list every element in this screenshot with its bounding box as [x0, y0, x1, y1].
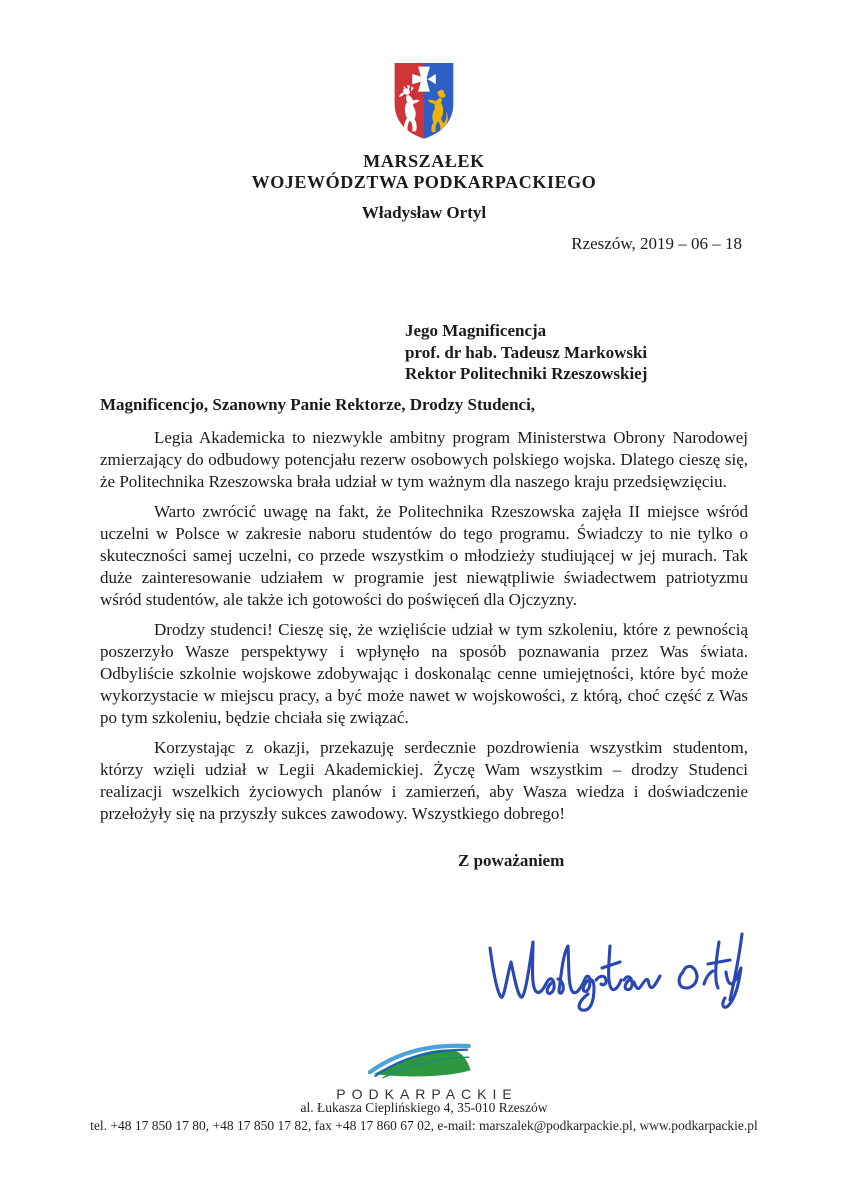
- addressee-block: [405, 320, 647, 385]
- footer-phones-email-web: tel. +48 17 850 17 80, +48 17 850 17 82, fax +48 17 860 67 02, e-mail: marszalek@podkarpackie.pl, www.podkarpackie.pl: [90, 1117, 758, 1133]
- footer-address: al. Łukasza Cieplińskiego 4, 35-010 Rzeszów: [300, 1100, 548, 1115]
- addressee-position: Rektor Politechniki Rzeszowskiej: [405, 364, 648, 384]
- podkarpackie-brand-logo: [0, 1040, 848, 1102]
- letterhead: [0, 60, 848, 223]
- letter-body: [100, 427, 748, 832]
- paragraph-1: Legia Akademicka to niezwykle ambitny program Ministerstwa Obrony Narodowej zmierzający do odbudowy potencjału rezerw osobowych polskiego wojska. Dlatego cieszę się, że Politechnika Rzeszowska brała udział w tym ważnym dla naszego kraju przedsięwzięciu.: [100, 428, 748, 492]
- salutation: Magnificencjo, Szanowny Panie Rektorze, Drodzy Studenci,: [100, 395, 536, 414]
- podkarpackie-logo-icon: [368, 1040, 480, 1080]
- handwritten-signature-icon: [478, 920, 748, 1015]
- marshal-name: Władysław Ortyl: [361, 203, 487, 222]
- office-title-line2: WOJEWÓDZTWA PODKARPACKIEGO: [251, 172, 597, 192]
- paragraph-2: Warto zwrócić uwagę na fakt, że Politechnika Rzeszowska zajęła II miejsce wśród uczelni w Polsce w zakresie naboru studentów do tego programu. Świadczy to nie tylko o skuteczności samej uczelni, co przede wszystkim o młodzieży studiującej w jej murach. Tak duże zainteresowanie udziałem w programie jest niewątpliwie świadectwem patriotyzmu wśród studentów, ale także ich gotowości do poświęceń dla Ojczyzny.: [100, 501, 748, 610]
- office-title-line1: MARSZAŁEK: [363, 151, 485, 171]
- logo-wordmark: PODKARPACKIE: [336, 1086, 518, 1102]
- podkarpackie-coat-of-arms-icon: [387, 60, 461, 141]
- footer-contact-block: [0, 1099, 848, 1134]
- paragraph-4: Korzystając z okazji, przekazuję serdecznie pozdrowienia wszystkim studentom, którzy wzięli udział w Legii Akademickiej. Życzę Wam wszystkim – drodzy Studenci realizacji wszelkich życiowych planów i zamierzeń, aby Wasza wiedza i doświadczenie przełożyły się na przyszły sukces zawodowy. Wszystkiego dobrego!: [100, 737, 748, 824]
- paragraph-3: Drodzy studenci! Cieszę się, że wzięliście udział w tym szkoleniu, które z pewnością poszerzyło Wasze perspektywy i wpłynęło na sposób poznawania przez Was świata. Odbyliście szkolnie wojskowe zdobywając i doskonaląc cenne umiejętności, które być może wykorzystacie w miejscu pracy, a być może nawet w wojskowości, z którą, choć część z Was po tym szkoleniu, będzie chciała się związać.: [100, 619, 748, 728]
- addressee-honorific: Jego Magnificencja: [405, 321, 547, 340]
- place-and-date: Rzeszów, 2019 – 06 – 18: [571, 234, 742, 253]
- addressee-name: prof. dr hab. Tadeusz Markowski: [405, 342, 648, 362]
- closing-phrase: Z poważaniem: [458, 851, 565, 870]
